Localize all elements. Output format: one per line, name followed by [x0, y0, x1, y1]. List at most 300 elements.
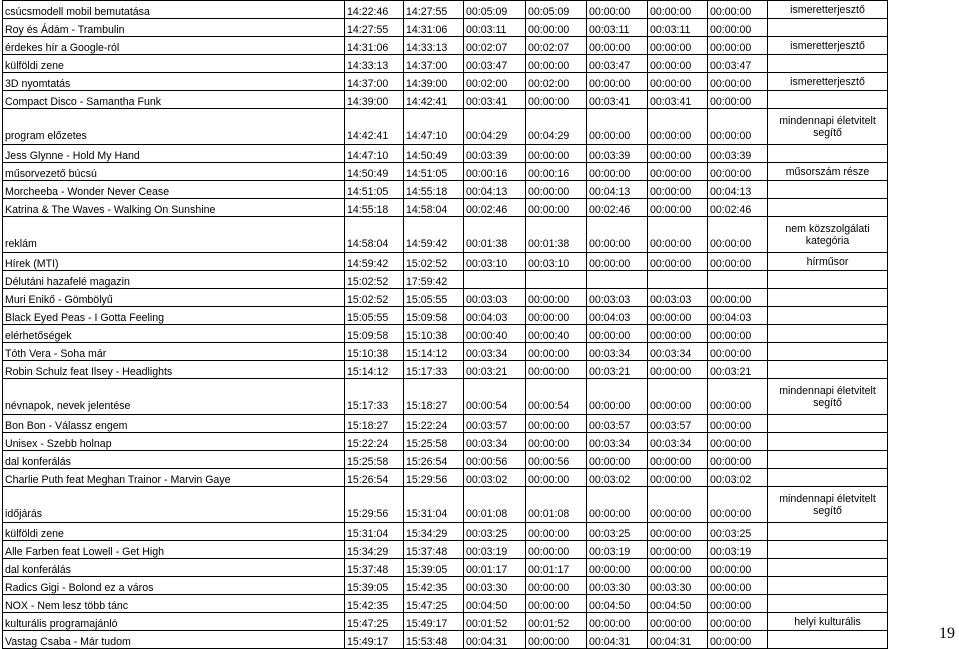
end-time-cell: 15:26:54 — [404, 451, 464, 469]
music-duration-cell: 00:04:31 — [587, 631, 648, 649]
duration-cell: 00:03:21 — [464, 361, 526, 379]
category-note-cell — [768, 415, 888, 433]
hungarian-music-duration-cell: 00:03:34 — [648, 343, 708, 361]
category-note-cell: helyi kulturális — [768, 613, 888, 631]
start-time-cell: 15:42:35 — [345, 595, 404, 613]
end-time-cell: 15:22:24 — [404, 415, 464, 433]
category-note-cell — [768, 595, 888, 613]
duration-cell: 00:03:34 — [464, 343, 526, 361]
hungarian-music-duration-cell: 00:03:30 — [648, 577, 708, 595]
music-duration-cell: 00:00:00 — [587, 613, 648, 631]
hungarian-music-duration-cell: 00:00:00 — [648, 73, 708, 91]
end-time-cell: 14:31:06 — [404, 19, 464, 37]
end-time-cell: 15:31:04 — [404, 487, 464, 523]
start-time-cell: 15:37:48 — [345, 559, 404, 577]
music-duration-cell: 00:00:00 — [587, 37, 648, 55]
table-row — [3, 253, 888, 271]
category-note-cell: ismeretterjesztő — [768, 1, 888, 19]
table-row — [3, 541, 888, 559]
music-duration-cell: 00:03:25 — [587, 523, 648, 541]
program-title-cell: Hírek (MTI) — [3, 253, 345, 271]
end-time-cell: 14:33:13 — [404, 37, 464, 55]
speech-duration-cell: 00:00:00 — [526, 55, 587, 73]
hungarian-music-duration-cell: 00:00:00 — [648, 451, 708, 469]
category-note-cell — [768, 307, 888, 325]
hungarian-music-duration-cell: 00:00:00 — [648, 487, 708, 523]
end-time-cell: 15:49:17 — [404, 613, 464, 631]
end-time-cell: 14:42:41 — [404, 91, 464, 109]
foreign-music-duration-cell: 00:00:00 — [708, 595, 768, 613]
speech-duration-cell: 00:00:00 — [526, 199, 587, 217]
category-note-cell — [768, 199, 888, 217]
start-time-cell: 14:22:46 — [345, 1, 404, 19]
category-note-cell: ismeretterjesztő — [768, 73, 888, 91]
speech-duration-cell: 00:00:54 — [526, 379, 587, 415]
foreign-music-duration-cell: 00:03:47 — [708, 55, 768, 73]
end-time-cell: 15:18:27 — [404, 379, 464, 415]
start-time-cell: 15:26:54 — [345, 469, 404, 487]
hungarian-music-duration-cell: 00:03:11 — [648, 19, 708, 37]
category-note-cell — [768, 289, 888, 307]
foreign-music-duration-cell: 00:00:00 — [708, 487, 768, 523]
end-time-cell: 14:39:00 — [404, 73, 464, 91]
table-row — [3, 289, 888, 307]
music-duration-cell: 00:03:41 — [587, 91, 648, 109]
table-row — [3, 415, 888, 433]
table-row — [3, 109, 888, 145]
end-time-cell: 14:59:42 — [404, 217, 464, 253]
program-title-cell: műsorvezető búcsú — [3, 163, 345, 181]
table-row — [3, 523, 888, 541]
speech-duration-cell: 00:00:16 — [526, 163, 587, 181]
end-time-cell: 14:37:00 — [404, 55, 464, 73]
foreign-music-duration-cell: 00:00:00 — [708, 37, 768, 55]
foreign-music-duration-cell: 00:00:00 — [708, 343, 768, 361]
duration-cell: 00:05:09 — [464, 1, 526, 19]
foreign-music-duration-cell: 00:00:00 — [708, 91, 768, 109]
program-title-cell: érdekes hír a Google-ról — [3, 37, 345, 55]
music-duration-cell: 00:03:47 — [587, 55, 648, 73]
start-time-cell: 14:27:55 — [345, 19, 404, 37]
hungarian-music-duration-cell: 00:00:00 — [648, 37, 708, 55]
hungarian-music-duration-cell: 00:03:41 — [648, 91, 708, 109]
duration-cell: 00:01:17 — [464, 559, 526, 577]
hungarian-music-duration-cell: 00:00:00 — [648, 217, 708, 253]
program-title-cell: Muri Enikő - Gömbölyű — [3, 289, 345, 307]
start-time-cell: 14:31:06 — [345, 37, 404, 55]
foreign-music-duration-cell: 00:00:00 — [708, 253, 768, 271]
hungarian-music-duration-cell: 00:00:00 — [648, 541, 708, 559]
hungarian-music-duration-cell — [648, 271, 708, 289]
category-note-cell — [768, 577, 888, 595]
foreign-music-duration-cell: 00:03:21 — [708, 361, 768, 379]
hungarian-music-duration-cell: 00:03:57 — [648, 415, 708, 433]
start-time-cell: 14:39:00 — [345, 91, 404, 109]
music-duration-cell: 00:03:19 — [587, 541, 648, 559]
program-title-cell: Alle Farben feat Lowell - Get High — [3, 541, 345, 559]
foreign-music-duration-cell: 00:04:13 — [708, 181, 768, 199]
foreign-music-duration-cell: 00:00:00 — [708, 325, 768, 343]
category-note-cell — [768, 181, 888, 199]
foreign-music-duration-cell: 00:03:19 — [708, 541, 768, 559]
speech-duration-cell — [526, 271, 587, 289]
speech-duration-cell: 00:02:07 — [526, 37, 587, 55]
speech-duration-cell: 00:00:00 — [526, 469, 587, 487]
speech-duration-cell: 00:00:00 — [526, 631, 587, 649]
program-title-cell: dal konferálás — [3, 559, 345, 577]
hungarian-music-duration-cell: 00:00:00 — [648, 523, 708, 541]
hungarian-music-duration-cell: 00:00:00 — [648, 469, 708, 487]
end-time-cell: 14:50:49 — [404, 145, 464, 163]
speech-duration-cell: 00:00:00 — [526, 19, 587, 37]
start-time-cell: 14:33:13 — [345, 55, 404, 73]
category-note-cell: mindennapi életvitelt segítő — [768, 379, 888, 415]
end-time-cell: 15:02:52 — [404, 253, 464, 271]
foreign-music-duration-cell: 00:00:00 — [708, 433, 768, 451]
program-title-cell: Katrina & The Waves - Walking On Sunshine — [3, 199, 345, 217]
music-duration-cell: 00:00:00 — [587, 559, 648, 577]
table-body — [3, 1, 888, 649]
end-time-cell: 14:27:55 — [404, 1, 464, 19]
hungarian-music-duration-cell: 00:04:50 — [648, 595, 708, 613]
start-time-cell: 14:42:41 — [345, 109, 404, 145]
duration-cell: 00:03:03 — [464, 289, 526, 307]
start-time-cell: 15:14:12 — [345, 361, 404, 379]
hungarian-music-duration-cell: 00:00:00 — [648, 253, 708, 271]
speech-duration-cell: 00:01:38 — [526, 217, 587, 253]
speech-duration-cell: 00:04:29 — [526, 109, 587, 145]
table-row — [3, 613, 888, 631]
speech-duration-cell: 00:00:00 — [526, 181, 587, 199]
hungarian-music-duration-cell: 00:00:00 — [648, 1, 708, 19]
foreign-music-duration-cell: 00:00:00 — [708, 73, 768, 91]
music-duration-cell: 00:00:00 — [587, 73, 648, 91]
speech-duration-cell: 00:00:00 — [526, 361, 587, 379]
table-row — [3, 55, 888, 73]
category-note-cell — [768, 469, 888, 487]
speech-duration-cell: 00:00:00 — [526, 145, 587, 163]
table-row — [3, 1, 888, 19]
music-duration-cell: 00:03:21 — [587, 361, 648, 379]
end-time-cell: 15:25:58 — [404, 433, 464, 451]
speech-duration-cell: 00:00:00 — [526, 523, 587, 541]
speech-duration-cell: 00:00:56 — [526, 451, 587, 469]
foreign-music-duration-cell: 00:00:00 — [708, 577, 768, 595]
duration-cell: 00:02:07 — [464, 37, 526, 55]
hungarian-music-duration-cell: 00:00:00 — [648, 55, 708, 73]
foreign-music-duration-cell: 00:03:39 — [708, 145, 768, 163]
category-note-cell — [768, 271, 888, 289]
program-title-cell: Unisex - Szebb holnap — [3, 433, 345, 451]
table-row — [3, 487, 888, 523]
music-duration-cell: 00:00:00 — [587, 163, 648, 181]
end-time-cell: 14:58:04 — [404, 199, 464, 217]
category-note-cell — [768, 451, 888, 469]
start-time-cell: 15:10:38 — [345, 343, 404, 361]
music-duration-cell: 00:03:30 — [587, 577, 648, 595]
table-row — [3, 19, 888, 37]
speech-duration-cell: 00:01:52 — [526, 613, 587, 631]
start-time-cell: 14:51:05 — [345, 181, 404, 199]
music-duration-cell: 00:00:00 — [587, 379, 648, 415]
speech-duration-cell: 00:00:00 — [526, 343, 587, 361]
program-title-cell: 3D nyomtatás — [3, 73, 345, 91]
foreign-music-duration-cell: 00:04:03 — [708, 307, 768, 325]
table-row — [3, 325, 888, 343]
start-time-cell: 15:05:55 — [345, 307, 404, 325]
duration-cell: 00:03:19 — [464, 541, 526, 559]
end-time-cell: 15:37:48 — [404, 541, 464, 559]
category-note-cell: műsorszám része — [768, 163, 888, 181]
end-time-cell: 15:47:25 — [404, 595, 464, 613]
duration-cell: 00:04:50 — [464, 595, 526, 613]
music-duration-cell: 00:03:02 — [587, 469, 648, 487]
end-time-cell: 15:05:55 — [404, 289, 464, 307]
end-time-cell: 15:10:38 — [404, 325, 464, 343]
program-title-cell: Roy és Ádám - Trambulin — [3, 19, 345, 37]
speech-duration-cell: 00:00:00 — [526, 289, 587, 307]
category-note-cell — [768, 361, 888, 379]
music-duration-cell — [587, 271, 648, 289]
start-time-cell: 15:29:56 — [345, 487, 404, 523]
duration-cell: 00:04:03 — [464, 307, 526, 325]
table-row — [3, 307, 888, 325]
music-duration-cell: 00:00:00 — [587, 109, 648, 145]
duration-cell: 00:04:13 — [464, 181, 526, 199]
start-time-cell: 15:22:24 — [345, 433, 404, 451]
duration-cell: 00:00:56 — [464, 451, 526, 469]
start-time-cell: 14:50:49 — [345, 163, 404, 181]
music-duration-cell: 00:03:57 — [587, 415, 648, 433]
duration-cell: 00:03:11 — [464, 19, 526, 37]
category-note-cell — [768, 145, 888, 163]
hungarian-music-duration-cell: 00:00:00 — [648, 361, 708, 379]
table-row — [3, 217, 888, 253]
category-note-cell — [768, 433, 888, 451]
table-row — [3, 595, 888, 613]
hungarian-music-duration-cell: 00:00:00 — [648, 613, 708, 631]
speech-duration-cell: 00:05:09 — [526, 1, 587, 19]
start-time-cell: 15:25:58 — [345, 451, 404, 469]
table-row — [3, 91, 888, 109]
table-row — [3, 343, 888, 361]
duration-cell: 00:03:10 — [464, 253, 526, 271]
program-title-cell: Robin Schulz feat Ilsey - Headlights — [3, 361, 345, 379]
hungarian-music-duration-cell: 00:00:00 — [648, 307, 708, 325]
end-time-cell: 14:55:18 — [404, 181, 464, 199]
program-title-cell: Tóth Vera - Soha már — [3, 343, 345, 361]
end-time-cell: 17:59:42 — [404, 271, 464, 289]
music-duration-cell: 00:04:13 — [587, 181, 648, 199]
start-time-cell: 15:18:27 — [345, 415, 404, 433]
music-duration-cell: 00:04:50 — [587, 595, 648, 613]
program-title-cell: Radics Gigi - Bolond ez a város — [3, 577, 345, 595]
table-row — [3, 271, 888, 289]
start-time-cell: 15:31:04 — [345, 523, 404, 541]
foreign-music-duration-cell: 00:00:00 — [708, 19, 768, 37]
duration-cell: 00:02:46 — [464, 199, 526, 217]
program-title-cell: Vastag Csaba - Már tudom — [3, 631, 345, 649]
program-title-cell: Black Eyed Peas - I Gotta Feeling — [3, 307, 345, 325]
foreign-music-duration-cell: 00:00:00 — [708, 109, 768, 145]
speech-duration-cell: 00:00:00 — [526, 91, 587, 109]
table-row — [3, 451, 888, 469]
music-duration-cell: 00:03:03 — [587, 289, 648, 307]
foreign-music-duration-cell: 00:00:00 — [708, 415, 768, 433]
hungarian-music-duration-cell: 00:00:00 — [648, 199, 708, 217]
music-duration-cell: 00:00:00 — [587, 1, 648, 19]
duration-cell: 00:04:31 — [464, 631, 526, 649]
category-note-cell: mindennapi életvitelt segítő — [768, 487, 888, 523]
hungarian-music-duration-cell: 00:00:00 — [648, 181, 708, 199]
program-title-cell: Charlie Puth feat Meghan Trainor - Marvin Gaye — [3, 469, 345, 487]
program-title-cell: Jess Glynne - Hold My Hand — [3, 145, 345, 163]
duration-cell: 00:03:47 — [464, 55, 526, 73]
program-title-cell: névnapok, nevek jelentése — [3, 379, 345, 415]
duration-cell: 00:03:02 — [464, 469, 526, 487]
duration-cell: 00:02:00 — [464, 73, 526, 91]
foreign-music-duration-cell: 00:00:00 — [708, 451, 768, 469]
music-duration-cell: 00:00:00 — [587, 325, 648, 343]
program-title-cell: külföldi zene — [3, 523, 345, 541]
duration-cell: 00:03:34 — [464, 433, 526, 451]
music-duration-cell: 00:00:00 — [587, 217, 648, 253]
speech-duration-cell: 00:00:00 — [526, 577, 587, 595]
program-title-cell: Délutáni hazafelé magazin — [3, 271, 345, 289]
program-title-cell: program előzetes — [3, 109, 345, 145]
foreign-music-duration-cell: 00:02:46 — [708, 199, 768, 217]
music-duration-cell: 00:03:34 — [587, 343, 648, 361]
foreign-music-duration-cell: 00:00:00 — [708, 559, 768, 577]
program-title-cell: külföldi zene — [3, 55, 345, 73]
music-duration-cell: 00:04:03 — [587, 307, 648, 325]
start-time-cell: 15:09:58 — [345, 325, 404, 343]
duration-cell: 00:00:16 — [464, 163, 526, 181]
category-note-cell — [768, 325, 888, 343]
start-time-cell: 15:47:25 — [345, 613, 404, 631]
start-time-cell: 15:17:33 — [345, 379, 404, 415]
foreign-music-duration-cell: 00:00:00 — [708, 163, 768, 181]
hungarian-music-duration-cell: 00:00:00 — [648, 109, 708, 145]
table-row — [3, 379, 888, 415]
start-time-cell: 14:59:42 — [345, 253, 404, 271]
start-time-cell: 15:39:05 — [345, 577, 404, 595]
program-title-cell: időjárás — [3, 487, 345, 523]
duration-cell: 00:04:29 — [464, 109, 526, 145]
hungarian-music-duration-cell: 00:00:00 — [648, 145, 708, 163]
music-duration-cell: 00:03:39 — [587, 145, 648, 163]
speech-duration-cell: 00:03:10 — [526, 253, 587, 271]
start-time-cell: 14:47:10 — [345, 145, 404, 163]
foreign-music-duration-cell: 00:00:00 — [708, 631, 768, 649]
category-note-cell — [768, 343, 888, 361]
music-duration-cell: 00:00:00 — [587, 487, 648, 523]
speech-duration-cell: 00:00:00 — [526, 433, 587, 451]
end-time-cell: 15:34:29 — [404, 523, 464, 541]
end-time-cell: 15:17:33 — [404, 361, 464, 379]
table-row — [3, 145, 888, 163]
table-row — [3, 469, 888, 487]
category-note-cell — [768, 55, 888, 73]
start-time-cell: 15:34:29 — [345, 541, 404, 559]
table-row — [3, 181, 888, 199]
foreign-music-duration-cell: 00:00:00 — [708, 613, 768, 631]
program-title-cell: Compact Disco - Samantha Funk — [3, 91, 345, 109]
speech-duration-cell: 00:01:08 — [526, 487, 587, 523]
program-title-cell: csúcsmodell mobil bemutatása — [3, 1, 345, 19]
hungarian-music-duration-cell: 00:04:31 — [648, 631, 708, 649]
start-time-cell: 14:55:18 — [345, 199, 404, 217]
table-row — [3, 631, 888, 649]
hungarian-music-duration-cell: 00:00:00 — [648, 163, 708, 181]
duration-cell: 00:01:08 — [464, 487, 526, 523]
music-duration-cell: 00:00:00 — [587, 253, 648, 271]
speech-duration-cell: 00:00:00 — [526, 307, 587, 325]
duration-cell: 00:01:38 — [464, 217, 526, 253]
category-note-cell: mindennapi életvitelt segítő — [768, 109, 888, 145]
speech-duration-cell: 00:00:00 — [526, 415, 587, 433]
hungarian-music-duration-cell: 00:00:00 — [648, 559, 708, 577]
foreign-music-duration-cell: 00:00:00 — [708, 289, 768, 307]
speech-duration-cell: 00:00:40 — [526, 325, 587, 343]
duration-cell: 00:03:41 — [464, 91, 526, 109]
duration-cell: 00:03:30 — [464, 577, 526, 595]
hungarian-music-duration-cell: 00:03:03 — [648, 289, 708, 307]
duration-cell: 00:03:25 — [464, 523, 526, 541]
foreign-music-duration-cell: 00:00:00 — [708, 379, 768, 415]
page-number: 19 — [939, 625, 955, 642]
category-note-cell: ismeretterjesztő — [768, 37, 888, 55]
start-time-cell: 14:37:00 — [345, 73, 404, 91]
category-note-cell — [768, 631, 888, 649]
music-duration-cell: 00:00:00 — [587, 451, 648, 469]
foreign-music-duration-cell: 00:03:25 — [708, 523, 768, 541]
duration-cell: 00:03:39 — [464, 145, 526, 163]
end-time-cell: 15:53:48 — [404, 631, 464, 649]
duration-cell — [464, 271, 526, 289]
table-row — [3, 73, 888, 91]
table-row — [3, 577, 888, 595]
speech-duration-cell: 00:01:17 — [526, 559, 587, 577]
end-time-cell: 14:51:05 — [404, 163, 464, 181]
category-note-cell — [768, 559, 888, 577]
category-note-cell — [768, 523, 888, 541]
category-note-cell — [768, 541, 888, 559]
end-time-cell: 14:47:10 — [404, 109, 464, 145]
category-note-cell: nem közszolgálati kategória — [768, 217, 888, 253]
hungarian-music-duration-cell: 00:03:34 — [648, 433, 708, 451]
start-time-cell: 14:58:04 — [345, 217, 404, 253]
end-time-cell: 15:14:12 — [404, 343, 464, 361]
foreign-music-duration-cell: 00:00:00 — [708, 1, 768, 19]
program-title-cell: reklám — [3, 217, 345, 253]
table-row — [3, 433, 888, 451]
broadcast-log-table — [2, 0, 888, 649]
start-time-cell: 15:49:17 — [345, 631, 404, 649]
duration-cell: 00:03:57 — [464, 415, 526, 433]
table-row — [3, 559, 888, 577]
hungarian-music-duration-cell: 00:00:00 — [648, 379, 708, 415]
music-duration-cell: 00:02:46 — [587, 199, 648, 217]
foreign-music-duration-cell: 00:00:00 — [708, 217, 768, 253]
program-title-cell: dal konferálás — [3, 451, 345, 469]
table-row — [3, 361, 888, 379]
category-note-cell — [768, 19, 888, 37]
music-duration-cell: 00:03:34 — [587, 433, 648, 451]
speech-duration-cell: 00:00:00 — [526, 595, 587, 613]
end-time-cell: 15:42:35 — [404, 577, 464, 595]
speech-duration-cell: 00:00:00 — [526, 541, 587, 559]
